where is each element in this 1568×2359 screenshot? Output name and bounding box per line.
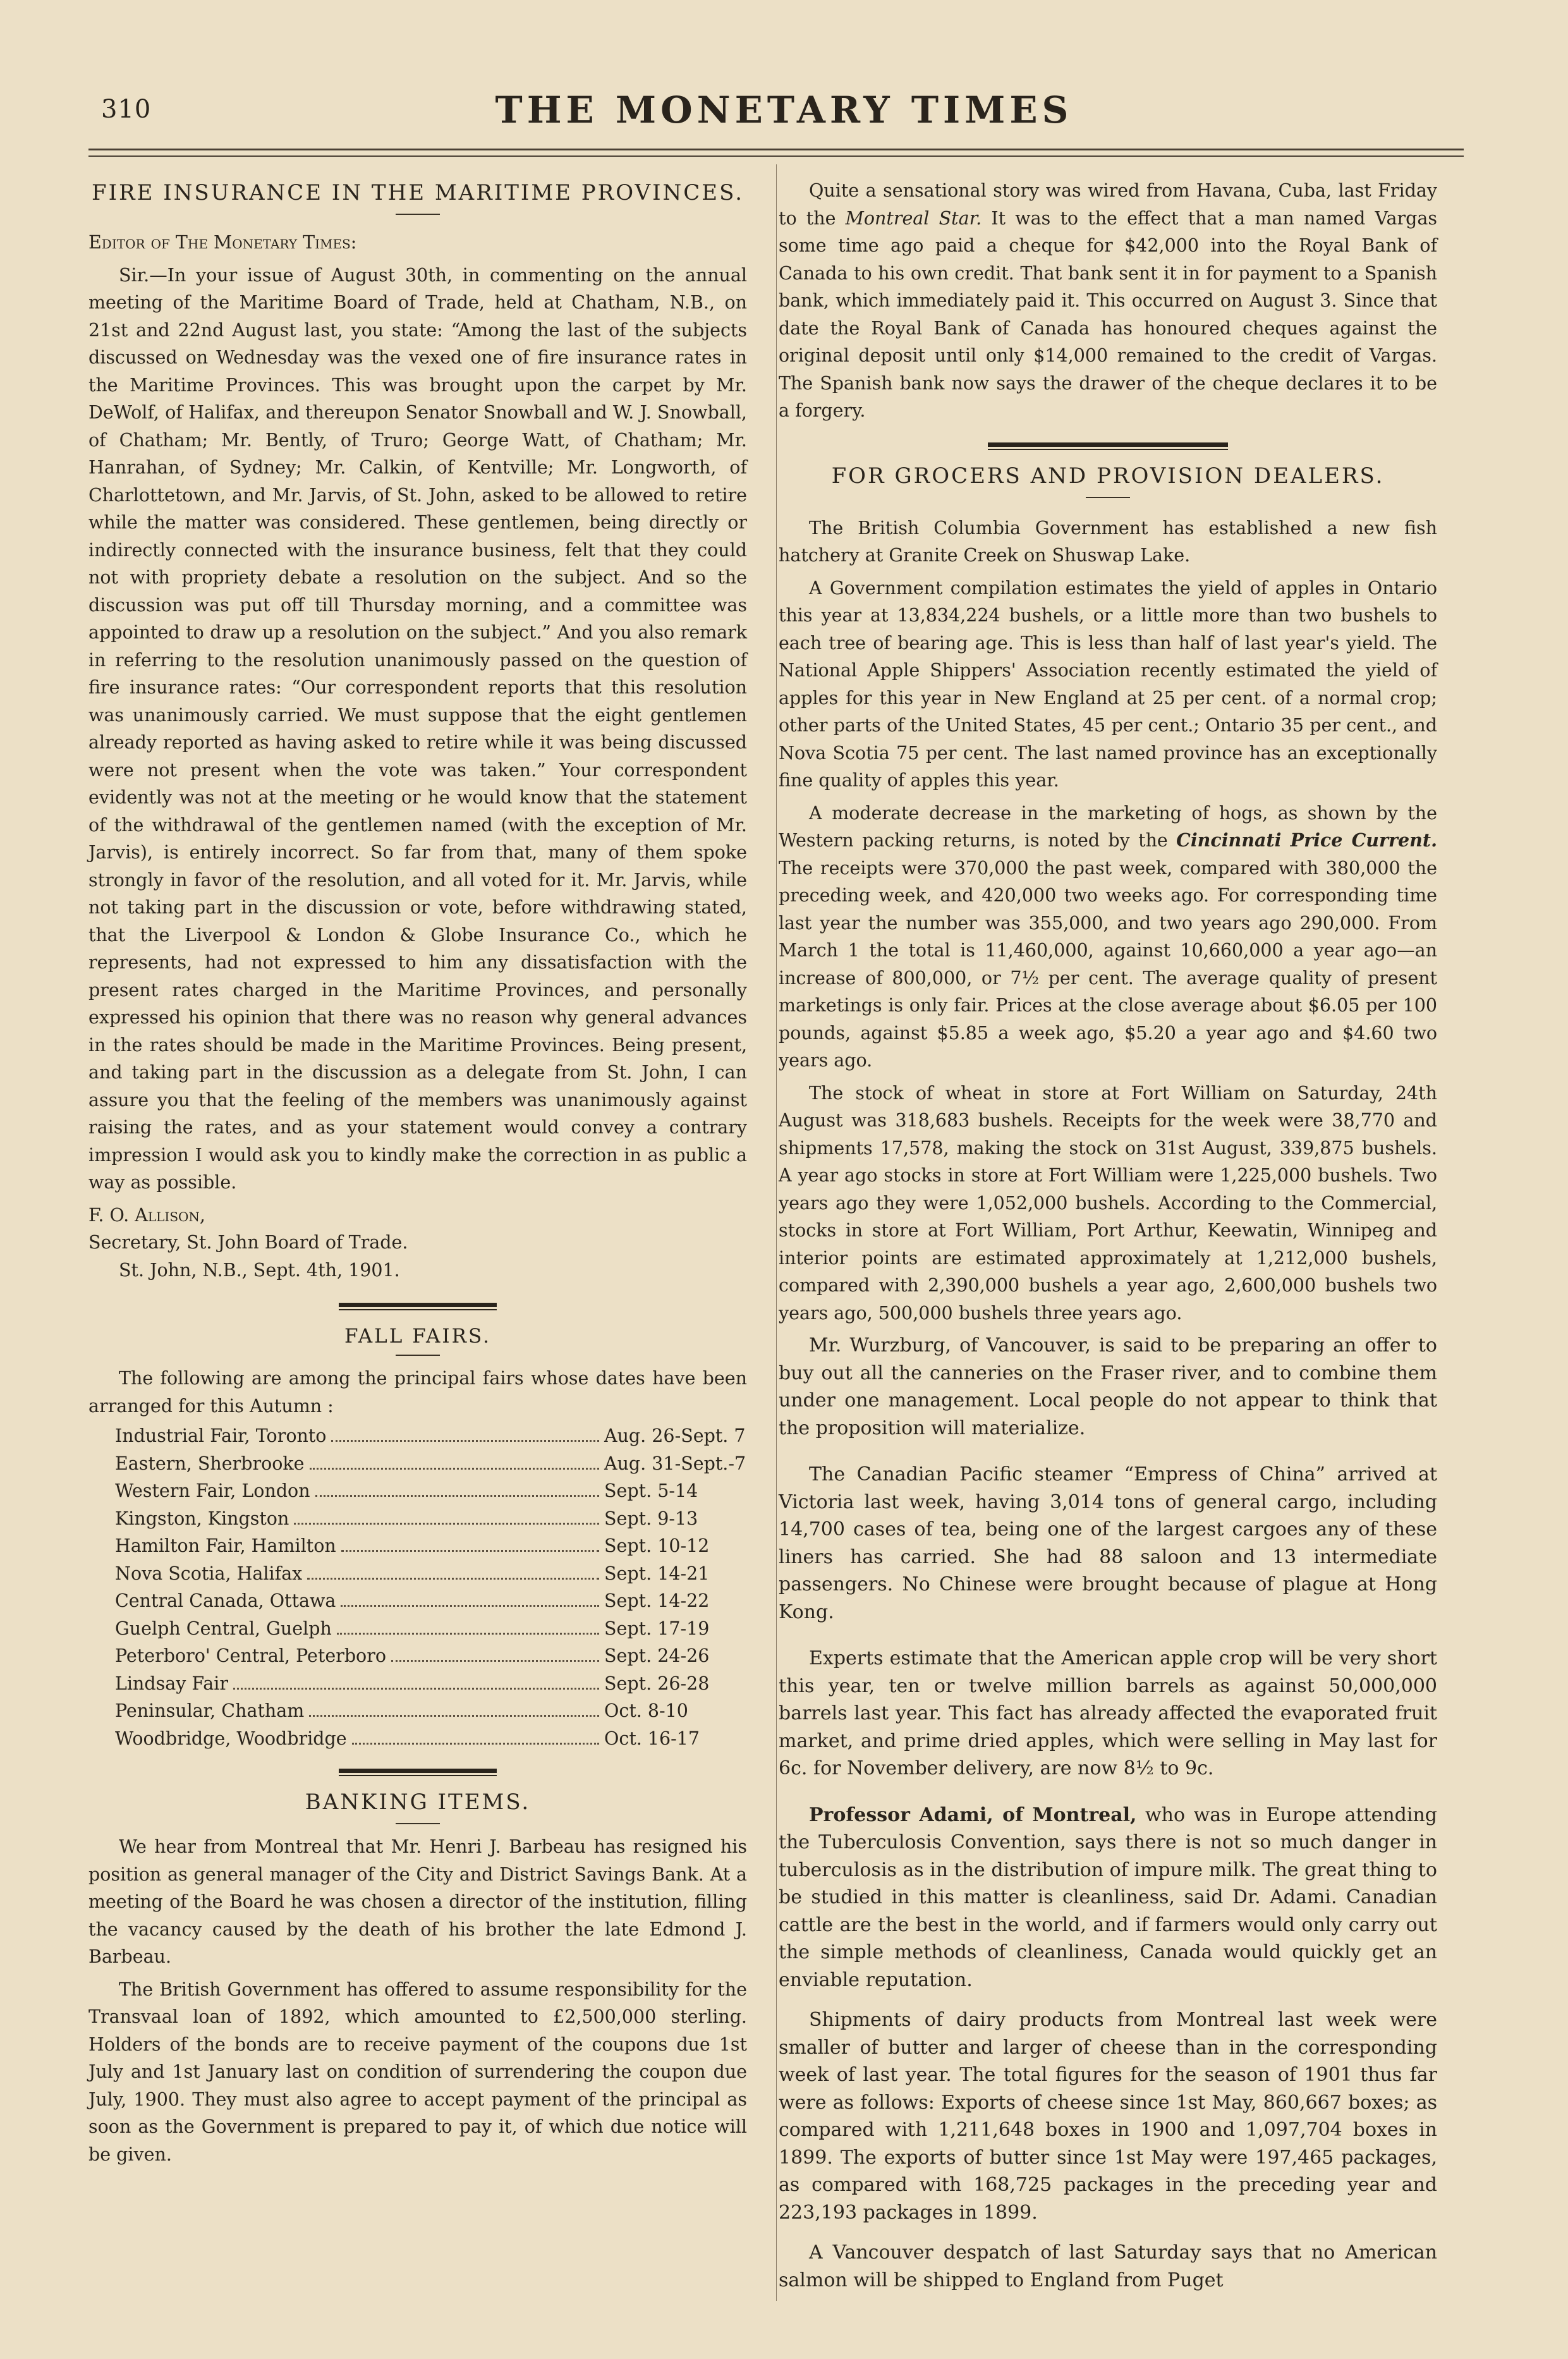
tuberculosis-text: who was in Europe attending the Tuberculosis Convention, says there is not so much danger in tuberculosis as in the distribution of impure milk. The great thing to be studied in this matter is cleanliness, said Dr. Adami. Canadian cattle are the best in the world, and if farmers would only carry out the simple methods of cleanliness, Canada would quickly get an enviable reputation. — [779, 1803, 1437, 1991]
fair-name: Woodbridge, Woodbridge — [115, 1728, 347, 1749]
masthead-rule — [88, 149, 1464, 150]
editor-salutation: Editor of The Monetary Times: — [88, 232, 357, 253]
dot-leader — [341, 1605, 599, 1607]
tuberculosis-item — [779, 1801, 1437, 1994]
fair-row — [115, 1477, 722, 1505]
hog-text-1: A moderate decrease in the marketing of hogs, as shown by the Western packing returns, is noted by the — [779, 802, 1437, 851]
fair-row — [115, 1560, 722, 1588]
fair-name: Industrial Fair, Toronto — [115, 1425, 327, 1446]
section-rule — [1086, 497, 1130, 498]
fair-name: Guelph Central, Guelph — [115, 1618, 332, 1639]
dairy-shipments-item: Shipments of dairy products from Montreal last week were smaller of butter and larger of cheese than in the corresponding week of last year. The total figures for the season of 1901 thus far were as follows: Exports of cheese since 1st May, 860,667 boxes; as compared with 1,211,648 boxes in 1900 and 1,097,704 boxes in 1899. The exports of butter since 1st May were 197,465 packages, as compared with 168,725 packages in the preceding year and 223,193 packages in 1899. — [779, 2009, 1437, 2224]
fair-row — [115, 1422, 746, 1450]
section-rule — [396, 1355, 440, 1356]
apple-yield-item: A Government compilation estimates the yield of apples in Ontario this year at 13,834,224 bushels, or a little more than two bushels to each tree of bearing age. This is less than half of last year's yield. The National Apple Shippers' Association recently estimated the yield of apples for this year in New England at 25 per cent. of a normal crop; other parts of the United States, 45 per cent.; Ontario 35 per cent., and Nova Scotia 75 per cent. The last named province has an exceptionally fine quality of apples this year. — [779, 577, 1437, 791]
dot-leader — [315, 1495, 599, 1497]
letter-signature: F. O. Allison, — [88, 1204, 205, 1226]
fair-dates: Aug. 31-Sept.-7 — [604, 1453, 746, 1474]
letter-dateline: St. John, N.B., Sept. 4th, 1901. — [119, 1259, 400, 1281]
grocers-heading: FOR GROCERS AND PROVISION DEALERS. — [831, 463, 1385, 489]
dot-leader — [310, 1468, 599, 1470]
dot-leader — [331, 1440, 599, 1442]
fair-name: Nova Scotia, Halifax — [115, 1563, 303, 1584]
fair-row — [115, 1615, 722, 1643]
price-current-title: Cincinnati Price Current. — [1176, 829, 1437, 851]
fair-name: Kingston, Kingston — [115, 1508, 289, 1529]
steamer-item: The Canadian Pacific steamer “Empress of China” arrived at Victoria last week, having 3,014 tons of general cargo, including 14,700 cases of tea, being one of the largest cargoes any of these liners has carried. She had 88 saloon and 13 intermediate passengers. No Chinese were brought because of plague at Hong Kong. — [779, 1463, 1437, 1623]
column-divider — [776, 164, 777, 2301]
left-column — [88, 169, 747, 2168]
dot-leader — [307, 1578, 599, 1580]
apple-crop-item: Experts estimate that the American apple crop will be very short this year, ten or twelve million barrels as against 50,000,000 barrels last year. This fact has already affected the evaporated fruit market, and prime dried apples, which were selling in May last for 6c. for November delivery, are now 8½ to 9c. — [779, 1647, 1437, 1779]
dot-leader — [341, 1550, 599, 1552]
page-number: 310 — [101, 95, 152, 124]
masthead-rule-double — [88, 155, 1464, 157]
fire-insurance-letter: Sir.—In your issue of August 30th, in commenting on the annual meeting of the Maritime Board of Trade, held at Chatham, N.B., on 21st and 22nd August last, you state: “Among the last of the subjects discussed on Wednesday was the vexed one of fire insurance rates in the Maritime Provinces. This was brought upon the carpet by Mr. DeWolf, of Halifax, and thereupon Senator Snowball and W. J. Snowball, of Chatham; Mr. Bently, of Truro; George Watt, of Chatham; Mr. Hanrahan, of Sydney; Mr. Calkin, of Kentville; Mr. Longworth, of Charlottetown, and Mr. Jarvis, of St. John, asked to be allowed to retire while the matter was considered. These gentlemen, being directly or indirectly connected with the insurance business, felt that they could not with propriety debate a resolution on the subject. And so the discussion was put off till Thursday morning, and a committee was appointed to draw up a resolution on the subject.” And you also remark in referring to the resolution unanimously passed on the question of fire insurance rates: “Our correspondent reports that this resolution was unanimously carried. We must suppose that the eight gentlemen already reported as having asked to retire while it was being discussed were not present when the vote was taken.” Your correspondent evidently was not at the meeting or he would know that the statement of the withdrawal of the gentlemen named (with the exception of Mr. Jarvis), is entirely incorrect. So far from that, many of them spoke strongly in favor of the resolution, and all voted for it. Mr. Jarvis, while not taking part in the discussion or vote, before withdrawing stated, that the Liverpool & London & Globe Insurance Co., which he represents, had not expressed to him any dissatisfaction with the present rates charged in the Maritime Provinces, and personally expressed his opinion that there was no reason why general advances in the rates should be made in the Maritime Provinces. Being present, and taking part in the discussion as a delegate from St. John, I can assure you that the feeling of the members was unanimously against raising the rates, and as your statement would convey a contrary impression I would ask you to kindly make the correction in as public a way as possible. — [88, 264, 747, 1193]
fall-fairs-intro: The following are among the principal fairs whose dates have been arranged for this Autumn : — [88, 1368, 747, 1417]
section-separator — [988, 442, 1228, 450]
banking-paragraph: The British Government has offered to assume responsibility for the Transvaal loan of 1892, which amounted to £2,500,000 sterling. Holders of the bonds are to receive payment of the coupons due 1st July and 1st January last on condition of surrendering the coupon due July, 1900. They must also agree to accept payment of the principal as soon as the Government is prepared to pay it, of which due notice will be given. — [88, 1978, 747, 2165]
fall-fairs-list — [88, 1422, 747, 1752]
section-separator — [339, 1769, 497, 1776]
fair-row — [115, 1532, 722, 1560]
fair-row — [115, 1670, 722, 1698]
fair-name: Lindsay Fair — [115, 1673, 228, 1694]
fair-name: Eastern, Sherbrooke — [115, 1453, 305, 1474]
dot-leader — [233, 1688, 599, 1690]
havana-text-2: It was to the effect that a man named Vargas some time ago paid a cheque for $42,000 into the Royal Bank of Canada to his own credit. That bank sent it in for payment to a Spanish bank, which immediately paid it. This occurred on August 3. Since that date the Royal Bank of Canada has honoured cheques against the original deposit until only $14,000 remained to the credit of Vargas. The Spanish bank now says the drawer of the cheque declares it to be a forgery. — [779, 207, 1437, 421]
fair-dates: Sept. 24-26 — [604, 1645, 710, 1666]
letter-signature-title: Secretary, St. John Board of Trade. — [88, 1232, 408, 1253]
section-rule — [396, 1823, 440, 1824]
hog-text-2: The receipts were 370,000 the past week, compared with 380,000 the preceding week, and 420,000 two weeks ago. For corresponding time last year the number was 355,000, and two years ago 290,000. From March 1 the total is 11,460,000, against 10,660,000 a year ago—an increase of 800,000, or 7½ per cent. The average quality of present marketings is only fair. Prices at the close average about $6.05 per 100 pounds, against $5.85 a week ago, $5.20 a year ago and $4.60 two years ago. — [779, 857, 1437, 1071]
dot-leader — [391, 1660, 599, 1662]
fair-name: Peninsular, Chatham — [115, 1700, 305, 1721]
fair-name: Central Canada, Ottawa — [115, 1590, 336, 1611]
fair-row — [115, 1642, 722, 1670]
fall-fairs-heading: FALL FAIRS. — [344, 1325, 491, 1348]
fair-dates: Sept. 10-12 — [604, 1535, 710, 1556]
fair-dates: Oct. 8-10 — [604, 1700, 688, 1721]
section-rule — [396, 214, 440, 215]
cannery-item: Mr. Wurzburg, of Vancouver, is said to be preparing an offer to buy out all the canneries on the Fraser river, and to combine them under one management. Local people do not appear to think that the proposition will materialize. — [779, 1334, 1437, 1439]
fair-dates: Sept. 14-21 — [604, 1563, 710, 1584]
fair-row — [115, 1587, 722, 1615]
dot-leader — [309, 1715, 599, 1717]
fair-row — [115, 1450, 746, 1478]
dot-leader — [337, 1633, 599, 1635]
fair-name: Hamilton Fair, Hamilton — [115, 1535, 336, 1556]
right-column — [779, 169, 1437, 2294]
fish-hatchery-item: The British Columbia Government has established a new fish hatchery at Granite Creek on Shuswap Lake. — [779, 517, 1437, 566]
fair-name: Peterboro' Central, Peterboro — [115, 1645, 387, 1666]
masthead: THE MONETARY TIMES — [495, 88, 1073, 131]
salmon-item: A Vancouver despatch of last Saturday says that no American salmon will be shipped to England from Puget — [779, 2241, 1437, 2291]
fair-dates: Aug. 26-Sept. 7 — [604, 1425, 746, 1446]
dot-leader — [294, 1523, 599, 1525]
banking-paragraph: We hear from Montreal that Mr. Henri J. Barbeau has resigned his position as general manager of the City and District Savings Bank. At a meeting of the Board he was chosen a director of the institution, filling the vacancy caused by the death of his brother the late Edmond J. Barbeau. — [88, 1836, 747, 1967]
havana-story — [779, 177, 1437, 425]
newspaper-name: Montreal Star. — [845, 207, 982, 229]
hog-marketing-item — [779, 800, 1437, 1075]
professor-lead: Professor Adami, of Montreal, — [809, 1803, 1137, 1826]
fair-dates: Sept. 17-19 — [604, 1618, 710, 1639]
section-separator — [339, 1303, 497, 1310]
dot-leader — [352, 1743, 599, 1745]
banking-items-heading: BANKING ITEMS. — [305, 1789, 531, 1815]
fair-dates: Sept. 14-22 — [604, 1590, 710, 1611]
fair-row — [115, 1505, 722, 1533]
wheat-stock-item: The stock of wheat in store at Fort William on Saturday, 24th August was 318,683 bushels. Receipts for the week were 38,770 and shipments 17,578, making the stock on 31st August, 339,875 bushels. A year ago stocks in store at Fort William were 1,225,000 bushels. Two years ago they were 1,052,000 bushels. According to the Commercial, stocks in store at Fort William, Port Arthur, Keewatin, Winnipeg and interior points are estimated approximately at 1,212,000 bushels, compared with 2,390,000 bushels a year ago, 2,600,000 bushels two years ago, 500,000 bushels three years ago. — [779, 1082, 1437, 1324]
fair-dates: Sept. 9-13 — [604, 1508, 698, 1529]
fair-name: Western Fair, London — [115, 1480, 310, 1501]
fair-row — [115, 1725, 722, 1753]
fire-insurance-heading: FIRE INSURANCE IN THE MARITIME PROVINCES. — [91, 180, 744, 205]
havana-text-1: Quite a sensational story was wired from Havana, Cuba, last Friday to the — [779, 180, 1437, 229]
fair-dates: Oct. 16-17 — [604, 1728, 700, 1749]
fair-dates: Sept. 26-28 — [604, 1673, 710, 1694]
fair-row — [115, 1697, 722, 1725]
fair-dates: Sept. 5-14 — [604, 1480, 698, 1501]
